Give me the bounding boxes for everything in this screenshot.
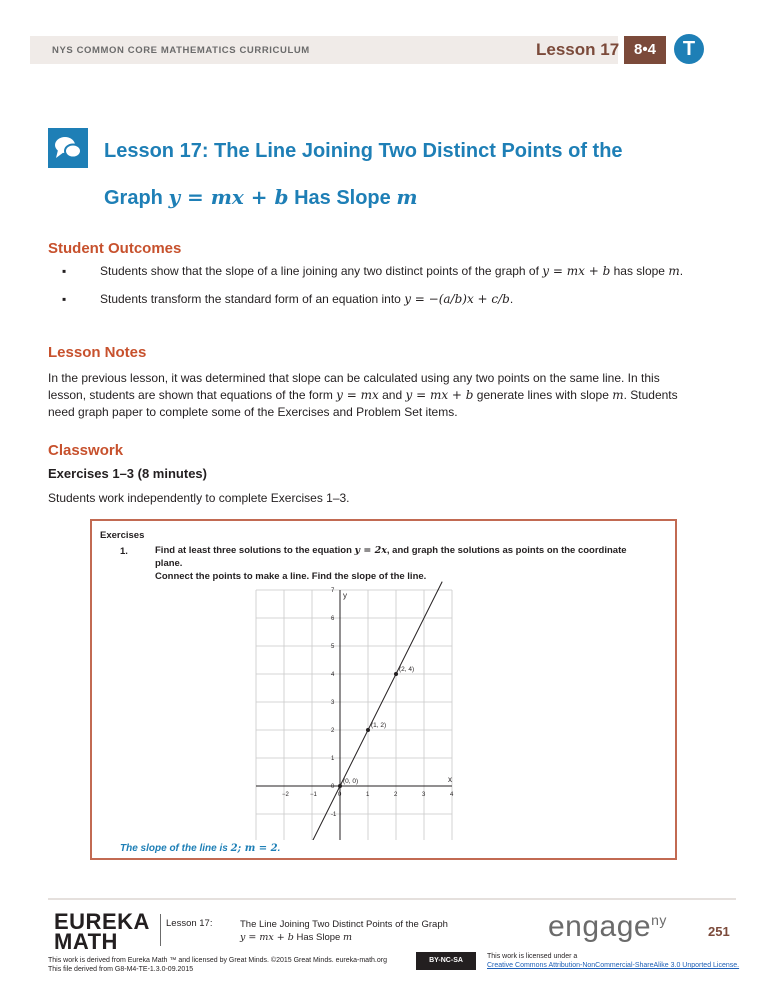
header-lesson: Lesson 17 (536, 40, 620, 59)
footer-rule (48, 898, 736, 900)
footer-title (240, 918, 448, 944)
title-line-2 (104, 174, 664, 221)
x-tick-label: 4 (450, 792, 454, 798)
license-line-1: This work is licensed under a (487, 953, 578, 960)
y-tick-label: 5 (331, 644, 335, 650)
data-point (338, 784, 342, 788)
axes (256, 590, 452, 840)
outcome-2 (100, 292, 720, 306)
grid (256, 590, 452, 840)
y-tick-label: 6 (331, 616, 335, 622)
notes-heading: Lesson Notes (48, 344, 147, 361)
x-tick-label: 2 (394, 792, 398, 798)
outcome-2-text: Students transform the standard form of an equation into (100, 292, 405, 306)
footer-title-2 (240, 931, 448, 944)
prompt-b: , and graph the solutions as points on the coordinate plane. (155, 545, 627, 569)
outcome-1-m: m (668, 264, 680, 278)
ny-word: ny (651, 912, 667, 928)
data-point (394, 672, 398, 676)
x-axis-label: x (448, 775, 452, 784)
engageny-logo (548, 910, 667, 944)
y-tick-label: 0 (331, 784, 335, 790)
x-tick-label: −2 (282, 792, 289, 798)
classwork-heading: Classwork (48, 442, 124, 459)
notes-line-2 (48, 387, 720, 404)
footer-source (48, 956, 387, 974)
exercise-prompt-line-2: Connect the points to make a line. Find the slope of the line. (155, 571, 427, 582)
grade-badge: 8•4 (624, 36, 666, 64)
page-number: 251 (708, 924, 730, 939)
footer-eq: y = mx + b (240, 932, 294, 943)
y-axis-label: y (343, 591, 347, 600)
x-tick-label: 1 (366, 792, 370, 798)
logo-math: MATH (54, 929, 118, 954)
outcome-2-end: . (509, 292, 514, 306)
footer-m: m (342, 932, 352, 943)
y-tick-label: 3 (331, 700, 335, 706)
notes-and: and (378, 388, 406, 402)
point-label: (0, 0) (343, 778, 359, 785)
classwork-text: Students work independently to complete Exercises 1–3. (48, 491, 350, 505)
y-tick-label: 7 (331, 588, 335, 594)
answer-a: The slope of the line is (120, 843, 231, 854)
teacher-badge: T (674, 34, 704, 64)
series (305, 582, 442, 840)
notes-l2-b: generate lines with slope (473, 388, 613, 402)
title-has-slope: Has Slope (288, 187, 397, 209)
title-line-1: Lesson 17: The Line Joining Two Distinct Points of the (104, 140, 623, 162)
notes-l2-a: lesson, students are shown that equations of the form (48, 388, 337, 402)
exercises-subheading: Exercises 1–3 (8 minutes) (48, 466, 207, 481)
notes-line-1: In the previous lesson, it was determined that slope can be calculated using any two points on the same line. In this (48, 371, 660, 385)
series-line (305, 582, 442, 840)
notes-m: m (612, 388, 624, 402)
prompt-eq: y = 2x (354, 545, 387, 556)
y-tick-label: 4 (331, 672, 335, 678)
exercise-number: 1. (120, 546, 128, 557)
bullet-square: ▪ (62, 264, 67, 278)
page-title (104, 128, 664, 221)
lesson-icon (48, 128, 88, 168)
source-line-1: This work is derived from Eureka Math ™ and licensed by Great Minds. ©2015 Great Minds. eureka-math.org (48, 957, 387, 964)
x-tick-label: 0 (338, 792, 342, 798)
footer-has-slope: Has Slope (293, 932, 343, 943)
cc-license-badge: BY-NC-SA (416, 952, 476, 970)
exercise-prompt-line-1 (155, 544, 655, 570)
outcome-1-mid: has slope (610, 264, 669, 278)
notes-line-3: need graph paper to complete some of the Exercises and Problem Set items. (48, 405, 458, 419)
license-link[interactable]: Creative Commons Attribution-NonCommercial-ShareAlike 3.0 Unported License. (487, 962, 740, 969)
bullet-square: ▪ (62, 292, 67, 306)
prompt-a: Find at least three solutions to the equation (155, 545, 355, 556)
notes-l2-c: . Students (623, 388, 678, 402)
outcome-2-eq: y = −(a/b)x + c/b (404, 292, 510, 306)
title-equation: y = mx + b (168, 185, 289, 209)
curriculum-label: NYS COMMON CORE MATHEMATICS CURRICULUM (52, 45, 310, 56)
exercises-label: Exercises (100, 530, 145, 541)
outcome-1-eq: y = mx + b (542, 264, 611, 278)
coordinate-plane (250, 580, 480, 840)
source-line-2: This file derived from G8-M4-TE-1.3.0-09.2015 (48, 966, 194, 973)
title-graph-word: Graph (104, 187, 169, 209)
answer-math: 2; m = 2 (230, 843, 278, 854)
point-label: (2, 4) (399, 666, 415, 673)
answer-end: . (277, 843, 281, 854)
outcomes-heading: Student Outcomes (48, 240, 182, 257)
outcome-1 (100, 264, 720, 278)
y-tick-label: -1 (331, 812, 337, 818)
x-tick-label: 3 (422, 792, 426, 798)
answer-text (120, 843, 280, 854)
y-tick-label: 2 (331, 728, 335, 734)
data-point (366, 728, 370, 732)
x-tick-label: −1 (310, 792, 317, 798)
title-slope-m: m (396, 185, 418, 209)
eureka-math-logo (54, 909, 150, 954)
notes-eq-1: y = mx (336, 388, 379, 402)
y-tick-label: 1 (331, 756, 335, 762)
point-label: (1, 2) (371, 722, 387, 729)
footer-lesson: Lesson 17: (166, 918, 213, 929)
notes-paragraph (48, 370, 720, 421)
footer-divider (160, 914, 161, 946)
footer-title-1: The Line Joining Two Distinct Points of the Graph (240, 919, 448, 930)
license-text (487, 952, 739, 970)
notes-eq-2: y = mx + b (405, 388, 474, 402)
outcome-1-text: Students show that the slope of a line joining any two distinct points of the graph of (100, 264, 543, 278)
logo-eureka: EUREKA (54, 909, 150, 934)
exercise-prompt (155, 544, 655, 583)
outcome-1-end: . (679, 264, 684, 278)
engage-word: engage (548, 910, 652, 943)
